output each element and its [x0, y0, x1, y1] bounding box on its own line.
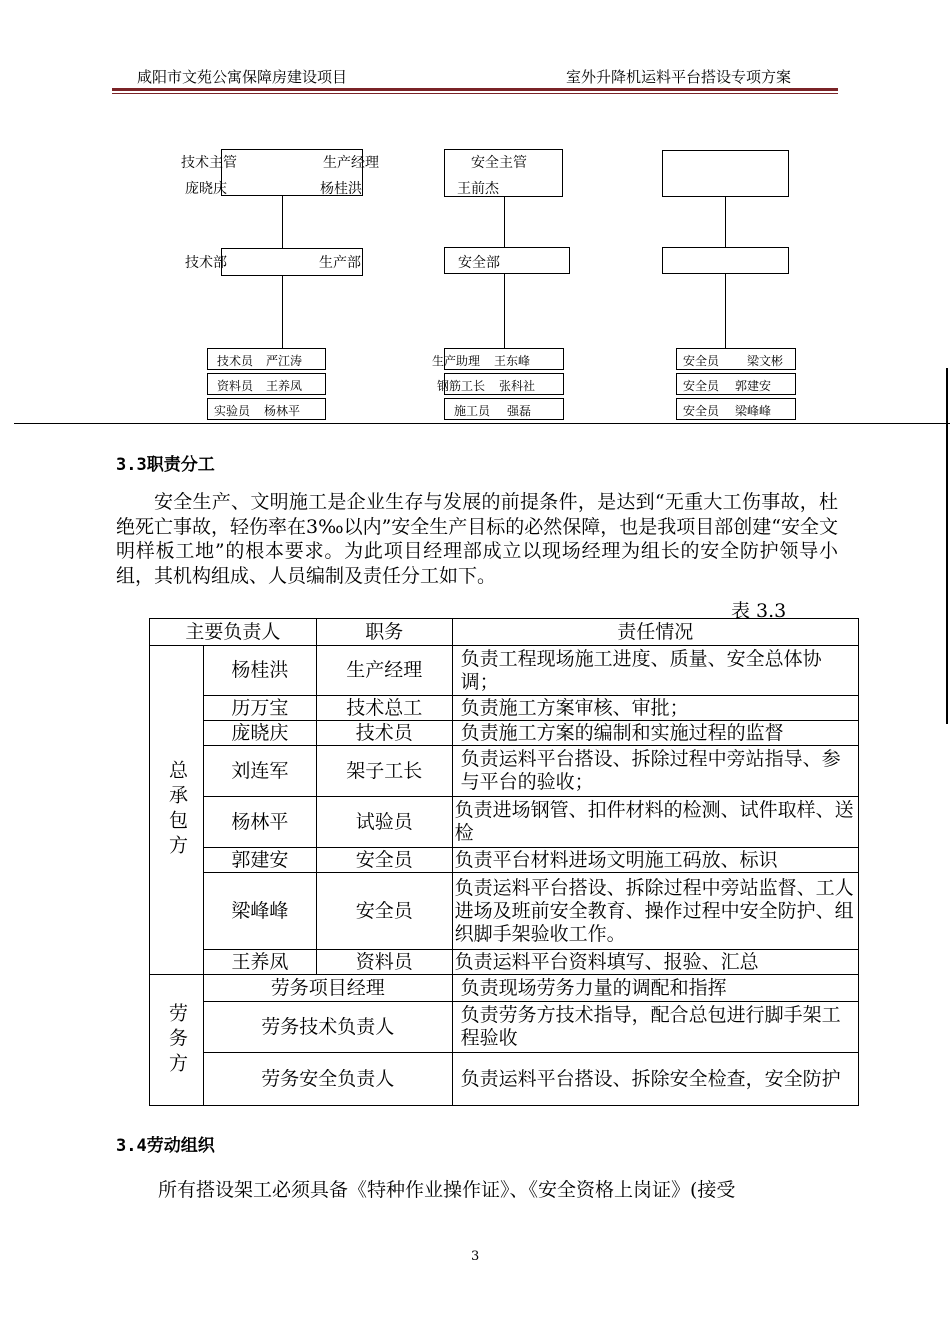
org-staff-name: 强磊	[507, 404, 532, 418]
org-staff-cell	[432, 348, 564, 370]
page-number: 3	[471, 1249, 480, 1264]
org-connector	[504, 274, 505, 348]
table-row	[150, 873, 859, 950]
duty-cell: 负责施工方案的编制和实施过程的监督	[452, 721, 858, 746]
org-staff-role: 施工员	[454, 404, 491, 418]
post-cell: 资料员	[316, 950, 452, 975]
post-cell: 架子工长	[316, 746, 452, 797]
header-rule-thin	[112, 93, 838, 94]
section-heading: 3.4劳动组织	[116, 1136, 215, 1156]
header-left-title: 咸阳市文苑公寓保障房建设项目	[137, 68, 348, 86]
org-dept-production: 生产部	[319, 255, 361, 271]
org-name-production-manager: 杨桂洪	[320, 181, 362, 197]
org-staff-role: 安全员	[683, 404, 720, 418]
header-right-title: 室外升降机运料平台搭设专项方案	[566, 68, 792, 86]
org-staff-role: 安全员	[683, 354, 720, 368]
org-staff-role: 资料员	[217, 379, 254, 393]
org-staff-name: 王东峰	[494, 354, 531, 368]
post-cell: 技术员	[316, 721, 452, 746]
name-cell: 郭建安	[203, 848, 316, 873]
org-staff-cell	[207, 398, 326, 420]
org-frame-bottom-line	[14, 423, 950, 424]
org-staff-role: 技术员	[217, 354, 254, 368]
table-row	[150, 646, 859, 696]
org-box-empty	[662, 150, 789, 197]
table-header-row	[150, 619, 859, 646]
post-cell: 技术总工	[316, 696, 452, 721]
duty-cell: 负责劳务方技术指导，配合总包进行脚手架工程验收	[452, 1002, 858, 1053]
org-staff-cell	[676, 348, 796, 370]
section-paragraph	[116, 1178, 838, 1203]
org-title-production-manager: 生产经理	[323, 155, 379, 171]
org-connector	[282, 196, 283, 248]
table-row	[150, 721, 859, 746]
org-dept-tech: 技术部	[185, 255, 227, 271]
org-staff-name: 梁峰峰	[735, 404, 772, 418]
table-row	[150, 848, 859, 873]
duty-cell: 负责工程现场施工进度、质量、安全总体协调；	[452, 646, 858, 696]
table-row	[150, 797, 859, 848]
name-cell: 杨林平	[203, 797, 316, 848]
header-rule	[112, 88, 838, 91]
header-cell: 主要负责人	[150, 619, 317, 646]
responsibility-table	[149, 618, 859, 1106]
org-connector	[725, 274, 726, 348]
name-cell: 庞晓庆	[203, 721, 316, 746]
org-staff-cell	[676, 373, 796, 395]
name-cell: 劳务安全负责人	[203, 1053, 452, 1106]
name-cell: 劳务项目经理	[203, 975, 452, 1002]
name-cell: 刘连军	[203, 746, 316, 797]
table-row	[150, 950, 859, 975]
name-cell: 劳务技术负责人	[203, 1002, 452, 1053]
org-frame-right-line	[946, 368, 948, 724]
org-dept-safety: 安全部	[458, 255, 500, 271]
org-staff-cell	[207, 348, 326, 370]
org-staff-role: 安全员	[683, 379, 720, 393]
header-cell: 责任情况	[452, 619, 858, 646]
org-staff-role: 生产助理	[432, 354, 481, 368]
header-cell: 职务	[316, 619, 452, 646]
org-staff-name: 杨林平	[264, 404, 301, 418]
post-cell: 生产经理	[316, 646, 452, 696]
org-connector	[504, 197, 505, 247]
table-row	[150, 975, 859, 1002]
group-label: 总承包方	[150, 646, 204, 975]
post-cell: 试验员	[316, 797, 452, 848]
org-staff-name: 严江涛	[266, 354, 303, 368]
org-staff-cell	[676, 398, 796, 420]
duty-cell: 负责运料平台搭设、拆除过程中旁站指导、参与平台的验收；	[452, 746, 858, 797]
name-cell: 王养凤	[203, 950, 316, 975]
name-cell: 梁峰峰	[203, 873, 316, 950]
org-staff-role: 实验员	[214, 404, 251, 418]
org-staff-name: 张科社	[499, 379, 536, 393]
paragraph-text: 安全生产、文明施工是企业生存与发展的前提条件，是达到“无重大工伤事故，杜绝死亡事故，轻伤率在3‰以内”安全生产目标的必然保障，也是我项目部创建“安全文明样板工地”的根本要求。为此项目经理部成立以现场经理为组长的安全防护领导小组，其机构组成、人员编制及责任分工如下。	[116, 491, 839, 587]
duty-cell: 负责施工方案审核、审批；	[452, 696, 858, 721]
table-row	[150, 1053, 859, 1106]
org-staff-name: 王养凤	[266, 379, 303, 393]
org-staff-name: 郭建安	[735, 379, 772, 393]
table-row	[150, 696, 859, 721]
duty-cell: 负责现场劳务力量的调配和指挥	[452, 975, 858, 1002]
duty-cell: 负责进场钢管、扣件材料的检测、试件取样、送检	[452, 797, 858, 848]
org-name-safety-lead: 王前杰	[457, 181, 499, 197]
table-label: 表 3.3	[731, 600, 787, 622]
section-heading: 3.3职责分工	[116, 455, 215, 475]
duty-cell: 负责运料平台搭设、拆除安全检查，安全防护	[452, 1053, 858, 1106]
org-connector	[725, 197, 726, 247]
table-row	[150, 1002, 859, 1053]
duty-cell: 负责平台材料进场文明施工码放、标识	[452, 848, 858, 873]
name-cell: 历万宝	[203, 696, 316, 721]
org-name-tech-lead: 庞晓庆	[185, 181, 227, 197]
org-connector	[282, 276, 283, 348]
org-staff-cell	[444, 398, 564, 420]
duty-cell: 负责运料平台资料填写、报验、汇总	[452, 950, 858, 975]
duty-cell: 负责运料平台搭设、拆除过程中旁站监督、工人进场及班前安全教育、操作过程中安全防护、组织脚手架验收工作。	[452, 873, 858, 950]
name-cell: 杨桂洪	[203, 646, 316, 696]
org-staff-role: 钢筋工长	[437, 379, 486, 393]
org-title-safety-lead: 安全主管	[471, 155, 527, 171]
group-label: 劳务方	[150, 975, 204, 1106]
post-cell: 安全员	[316, 873, 452, 950]
org-title-tech-lead: 技术主管	[181, 155, 237, 171]
org-box-empty	[662, 247, 789, 274]
table-row	[150, 746, 859, 797]
org-staff-name: 梁文彬	[747, 354, 784, 368]
org-staff-cell	[437, 373, 564, 395]
post-cell: 安全员	[316, 848, 452, 873]
paragraph-text: 所有搭设架工必须具备《特种作业操作证》、《安全资格上岗证》(接受	[158, 1179, 736, 1201]
org-staff-cell	[207, 373, 326, 395]
section-paragraph	[116, 490, 838, 588]
